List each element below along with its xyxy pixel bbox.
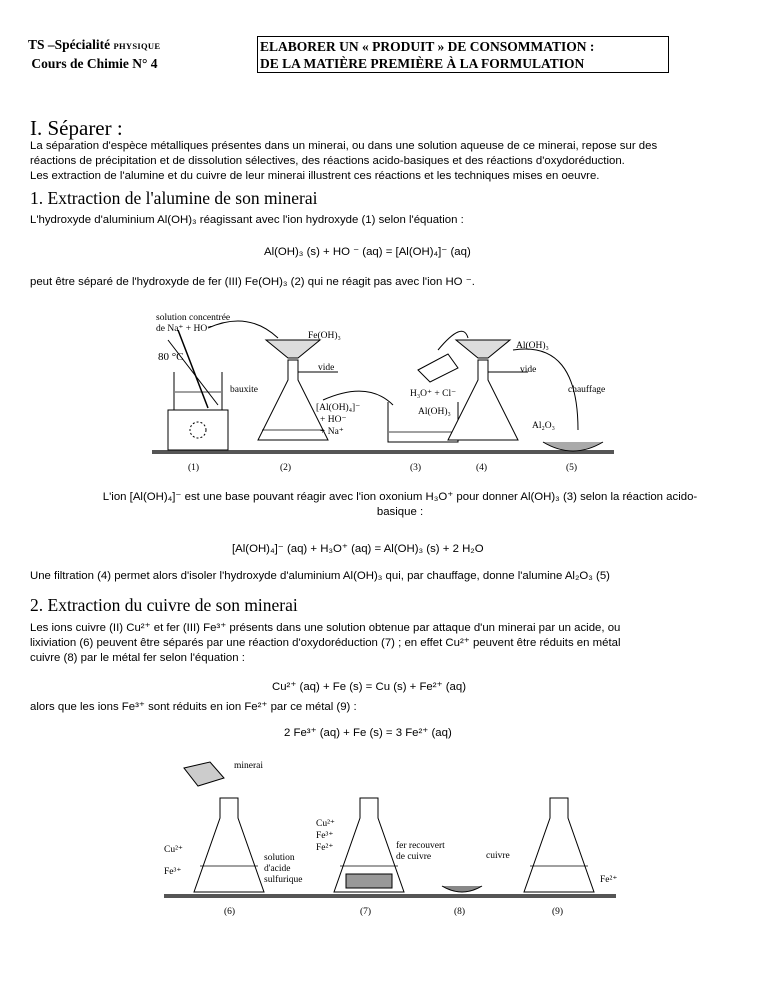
equation: Cu²⁺ (aq) + Fe (s) = Cu (s) + Fe²⁺ (aq) [272, 681, 466, 693]
paragraph: L'hydroxyde d'aluminium Al(OH)₃ réagissant avec l'ion hydroxyde (1) selon l'équation : [30, 214, 464, 226]
bench-line [164, 894, 616, 898]
beaker [174, 372, 222, 410]
course-line1: TS –Spécialité [28, 37, 111, 52]
label: Al(OH)₃ [418, 407, 451, 417]
subsection-heading-2: 2. Extraction du cuivre de son minerai [30, 595, 298, 615]
label: Al₂O₃ [532, 421, 555, 431]
step-label: (5) [566, 463, 578, 473]
intro-paragraph [30, 139, 657, 184]
iron-pieces [346, 874, 392, 888]
label: Al(OH)₃ [516, 341, 549, 351]
label: de cuivre [396, 852, 432, 862]
title-line2: DE LA MATIÈRE PREMIÈRE À LA FORMULATION [260, 56, 585, 71]
paragraph-line: cuivre (8) par le métal fer selon l'équation : [30, 652, 245, 664]
course-line1-small: PHYSIQUE [113, 41, 161, 51]
equation: 2 Fe³⁺ (aq) + Fe (s) = 3 Fe²⁺ (aq) [284, 727, 452, 739]
label: vide [520, 365, 537, 375]
paragraph [30, 621, 621, 666]
section-heading: I. Séparer : [30, 116, 123, 140]
step-label: (9) [552, 907, 564, 917]
intro-line: La séparation d'espèce métalliques présentes dans un minerai, ou dans une solution aqueuse de ce minerai, repose sur des [30, 140, 658, 152]
paragraph-line: lixiviation (6) peuvent être séparés par une réaction d'oxydoréduction (7) ; en effet Cu²⁺ peuvent être réduits en métal [30, 637, 621, 649]
label: chauffage [568, 385, 606, 395]
title-line1: ELABORER UN « PRODUIT » DE CONSOMMATION : [260, 39, 595, 54]
thermometer [178, 330, 208, 408]
label: minerai [234, 761, 264, 771]
step-label: (6) [224, 907, 236, 917]
label: Fe³⁺ [164, 867, 182, 877]
label: + HO⁻ [320, 415, 347, 425]
step-label: (4) [476, 463, 488, 473]
label: bauxite [230, 385, 258, 395]
label: Cu²⁺ [164, 845, 183, 855]
paragraph-line: L'ion [Al(OH)₄]⁻ est une base pouvant réagir avec l'ion oxonium H₃O⁺ pour donner Al(OH)₃ (3) selon la réaction acido- [102, 491, 698, 503]
step-label: (2) [280, 463, 292, 473]
label: Fe²⁺ [316, 843, 334, 853]
label: Fe³⁺ [316, 831, 334, 841]
paragraph-line: basique : [376, 506, 424, 518]
alumina-extraction-figure [148, 310, 616, 480]
step-label: (3) [410, 463, 422, 473]
paragraph [60, 490, 740, 520]
paragraph: peut être séparé de l'hydroxyde de fer (III) Fe(OH)₃ (2) qui ne réagit pas avec l'ion HO ⁻. [30, 276, 475, 288]
subsection-heading-1: 1. Extraction de l'alumine de son minerai [30, 188, 318, 208]
crucible [543, 442, 603, 451]
label: de Na⁺ + HO⁻ [156, 324, 213, 334]
label: d'acide [264, 864, 291, 874]
bench-line [152, 450, 614, 454]
course-info [28, 36, 160, 72]
equation: Al(OH)₃ (s) + HO ⁻ (aq) = [Al(OH)₄]⁻ (aq) [264, 246, 471, 258]
funnel-2 [266, 340, 320, 358]
label: vide [318, 363, 335, 373]
label: solution [264, 853, 295, 863]
arrow [208, 321, 278, 338]
label: Cu²⁺ [316, 819, 335, 829]
step-label: (1) [188, 463, 200, 473]
paragraph: Une filtration (4) permet alors d'isoler l'hydroxyde d'aluminium Al(OH)₃ qui, par chauffage, donne l'alumine Al₂O₃ (5) [30, 570, 610, 582]
label: Fe(OH)₃ [308, 331, 341, 341]
flask-6 [194, 798, 264, 892]
label: 80 °C [158, 351, 184, 363]
intro-line: réactions de précipitation et de dissolution sélectives, des réactions acido-basiques et des réactions d'oxydoréduction. [30, 155, 625, 167]
label: Fe²⁺ [600, 875, 618, 885]
course-line2: Cours de Chimie N° 4 [31, 56, 158, 71]
label: cuivre [486, 851, 510, 861]
heater [168, 410, 228, 450]
label: solution concentrée [156, 313, 231, 323]
pouring-beaker [418, 354, 458, 382]
label: [Al(OH)₄]⁻ [316, 403, 361, 413]
copper-extraction-figure [160, 748, 620, 918]
label: + Na⁺ [320, 427, 344, 437]
label: fer recouvert [396, 841, 445, 851]
label: H₃O⁺ + Cl⁻ [410, 389, 457, 399]
step-label: (8) [454, 907, 466, 917]
copper-pile [442, 886, 482, 892]
step-label: (7) [360, 907, 372, 917]
paragraph-line: Les ions cuivre (II) Cu²⁺ et fer (III) Fe³⁺ présents dans une solution obtenue par attaque d'un minerai par un acide, ou [30, 622, 621, 634]
ore-scoop [184, 762, 224, 786]
flask-9 [524, 798, 594, 892]
intro-line: Les extraction de l'alumine et du cuivre de leur minerai illustrent ces réactions et les techniques mises en oeuvre. [30, 170, 600, 182]
document-title-box [257, 36, 669, 73]
funnel-4 [456, 340, 510, 358]
equation: [Al(OH)₄]⁻ (aq) + H₃O⁺ (aq) = Al(OH)₃ (s) + 2 H₂O [232, 543, 484, 555]
paragraph: alors que les ions Fe³⁺ sont réduits en ion Fe²⁺ par ce métal (9) : [30, 701, 357, 713]
stirrer [168, 340, 218, 405]
label: sulfurique [264, 875, 303, 885]
